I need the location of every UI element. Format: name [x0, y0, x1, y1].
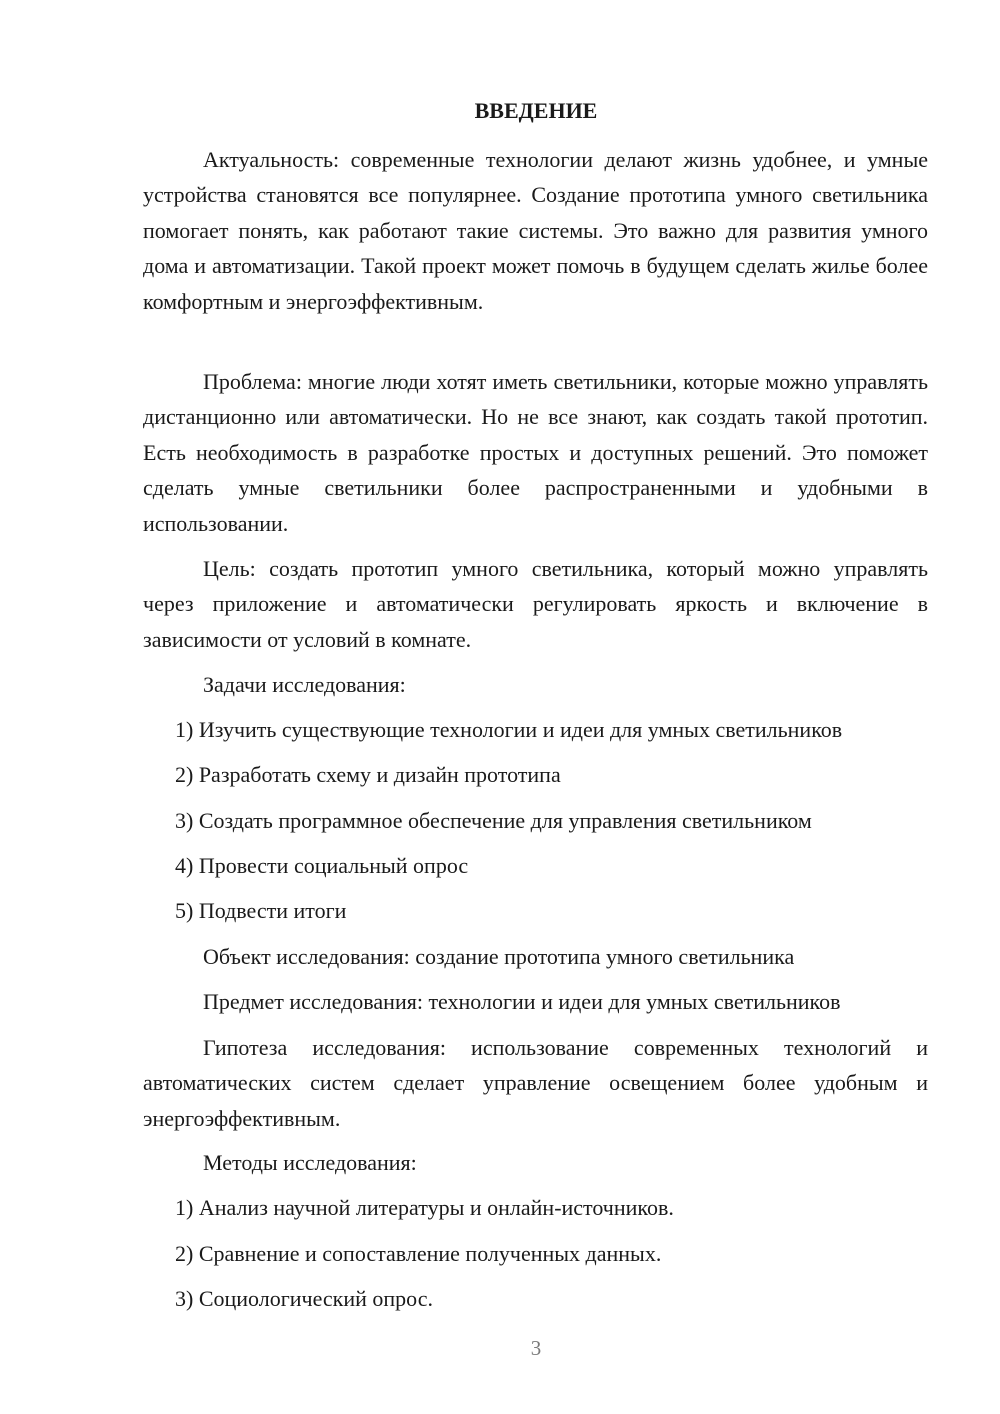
- problem-paragraph: Проблема: многие люди хотят иметь светильники, которые можно управлять дистанционно или автоматически. Но не все знают, как создать такой прототип. Есть необходимость в разработке простых и доступных решений. Это поможет сделать умные светильники более распространенными и удобными в использовании.: [143, 369, 928, 536]
- task-item: 1) Изучить существующие технологии и идеи для умных светильников: [175, 717, 843, 742]
- method-item: 3) Социологический опрос.: [175, 1286, 433, 1311]
- task-item: 2) Разработать схему и дизайн прототипа: [175, 762, 561, 787]
- task-item: 5) Подвести итоги: [175, 898, 347, 923]
- task-item: 3) Создать программное обеспечение для управления светильником: [175, 808, 812, 833]
- page-number: 3: [530, 1336, 542, 1360]
- goal-paragraph: Цель: создать прототип умного светильника, который можно управлять через приложение и автоматически регулировать яркость и включение в зависимости от условий в комнате.: [143, 556, 928, 652]
- object-line: Объект исследования: создание прототипа умного светильника: [203, 944, 795, 969]
- subject-line: Предмет исследования: технологии и идеи для умных светильников: [203, 989, 841, 1014]
- methods-heading: Методы исследования:: [203, 1150, 417, 1175]
- method-item: 1) Анализ научной литературы и онлайн-источников.: [175, 1195, 674, 1220]
- tasks-heading: Задачи исследования:: [203, 672, 406, 697]
- task-item: 4) Провести социальный опрос: [175, 853, 469, 878]
- method-item: 2) Сравнение и сопоставление полученных данных.: [175, 1241, 662, 1266]
- page-title: ВВЕДЕНИЕ: [474, 98, 598, 123]
- relevance-paragraph: Актуальность: современные технологии делают жизнь удобнее, и умные устройства становятся все популярнее. Создание прототипа умного светильника помогает понять, как работают такие системы. Это важно для развития умного дома и автоматизации. Такой проект может помочь в будущем сделать жилье более комфортным и энергоэффективным.: [143, 147, 928, 314]
- hypothesis-paragraph: Гипотеза исследования: использование современных технологий и автоматических систем сделает управление освещением более удобным и энергоэффективным.: [143, 1035, 928, 1131]
